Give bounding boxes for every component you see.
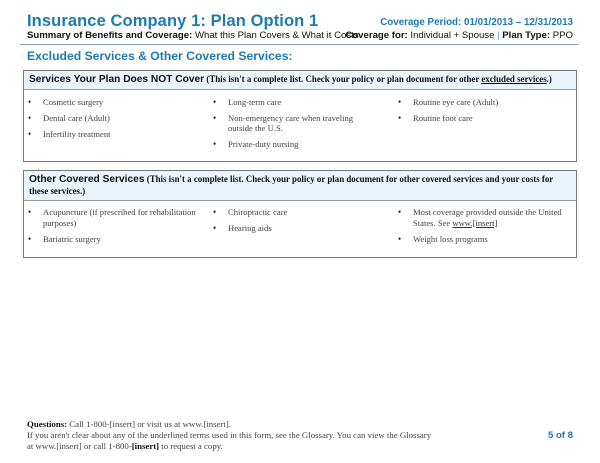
website-link[interactable]: www.[insert]	[452, 217, 498, 228]
bullet-icon: •	[398, 233, 402, 244]
list-item	[209, 207, 394, 218]
list-item	[24, 113, 209, 124]
not-covered-box	[23, 70, 577, 162]
footer	[27, 419, 431, 452]
bullet-icon: •	[28, 96, 32, 107]
bullet-icon: •	[398, 96, 402, 107]
bullet-icon: •	[213, 112, 217, 123]
item-text: Hearing aids	[228, 223, 272, 233]
bullet-icon: •	[28, 233, 32, 244]
bullet-icon: •	[398, 112, 402, 123]
subtitle-label: Summary of Benefits and Coverage:	[27, 30, 193, 41]
item-text: Acupuncture (if prescribed for rehabilitation purposes)	[43, 207, 196, 228]
note-end: .)	[546, 74, 552, 84]
questions-line	[27, 419, 431, 430]
glossary-copy-text: at www.[insert] or call 1-800-	[27, 441, 132, 451]
bullet-icon: •	[398, 207, 402, 217]
questions-text: Call 1-800-[insert] or visit us at www.[insert].	[67, 419, 231, 429]
glossary-copy-end: to request a copy.	[159, 441, 223, 451]
questions-label: Questions:	[27, 419, 68, 429]
item-text: Most coverage provided outside the United States. See	[413, 207, 562, 228]
subtitle-text: What this Plan Covers & What it Costs	[192, 30, 359, 41]
column-3	[394, 97, 574, 129]
not-covered-note: (This isn't a complete list. Check your policy or plan document for other	[204, 74, 482, 84]
phone-insert: [insert]	[131, 441, 160, 451]
not-covered-heading: Services Your Plan Does NOT Cover	[29, 74, 205, 85]
item-text: Dental care (Adult)	[43, 112, 110, 123]
section-heading: Excluded Services & Other Covered Services:	[27, 49, 293, 63]
item-text: Long-term care	[228, 96, 282, 107]
list-item	[394, 234, 574, 245]
list-item	[24, 97, 209, 108]
document-subtitle	[27, 30, 359, 41]
page-title: Insurance Company 1: Plan Option 1	[27, 12, 319, 30]
item-text: Cosmetic surgery	[43, 96, 104, 107]
column-3	[394, 207, 574, 250]
other-covered-note: (This isn't a complete list. Check your policy or plan document for other covered services and your costs for these services.)	[29, 174, 554, 196]
coverage-info	[345, 30, 573, 41]
coverage-for-value: Individual + Spouse	[407, 30, 498, 41]
item-text: Non-emergency care when traveling outside the U.S.	[228, 112, 354, 133]
column-2	[209, 207, 394, 239]
item-text: Infertility treatment	[43, 128, 111, 139]
glossary-copy-line	[27, 441, 431, 452]
coverage-period: Coverage Period: 01/01/2013 – 12/31/2013	[380, 17, 573, 28]
bullet-icon: •	[213, 223, 217, 233]
item-text: Private-duty nursing	[228, 139, 299, 149]
bullet-icon: •	[213, 139, 217, 149]
list-item	[394, 207, 573, 228]
separator: |	[497, 30, 500, 41]
list-item	[209, 223, 394, 234]
bullet-icon: •	[28, 207, 32, 217]
item-text: Routine foot care	[413, 112, 473, 123]
bullet-icon: •	[213, 96, 217, 107]
glossary-line: If you aren't clear about any of the underlined terms used in this form, see the Glossary. You can view the Glossary	[27, 430, 432, 440]
excluded-services-link[interactable]: excluded services	[481, 74, 547, 84]
bullet-icon: •	[28, 128, 32, 139]
item-text: Weight loss programs	[413, 233, 488, 244]
list-item	[394, 97, 574, 108]
plan-type-label: Plan Type:	[499, 30, 551, 41]
item-text: Bariatric surgery	[43, 233, 101, 244]
header-divider	[20, 44, 578, 45]
page-number: 5 of 8	[547, 430, 573, 441]
plan-type-value: PPO	[550, 30, 573, 41]
other-covered-heading: Other Covered Services	[29, 174, 145, 185]
column-2	[209, 96, 402, 156]
list-item	[24, 129, 209, 140]
coverage-for-label: Coverage for:	[345, 30, 408, 41]
list-item	[209, 139, 399, 150]
list-item	[209, 96, 402, 108]
item-text: Routine eye care (Adult)	[413, 96, 499, 107]
list-item	[24, 207, 203, 228]
list-item	[209, 113, 378, 134]
bullet-icon: •	[213, 207, 217, 217]
item-text: Chiropractic care	[228, 207, 288, 217]
not-covered-header	[24, 71, 576, 90]
list-item	[394, 113, 574, 124]
other-covered-box	[23, 170, 577, 258]
bullet-icon: •	[28, 112, 32, 123]
list-item	[24, 234, 209, 245]
column-1	[24, 97, 209, 145]
column-1	[24, 207, 209, 250]
other-covered-header	[24, 171, 576, 201]
